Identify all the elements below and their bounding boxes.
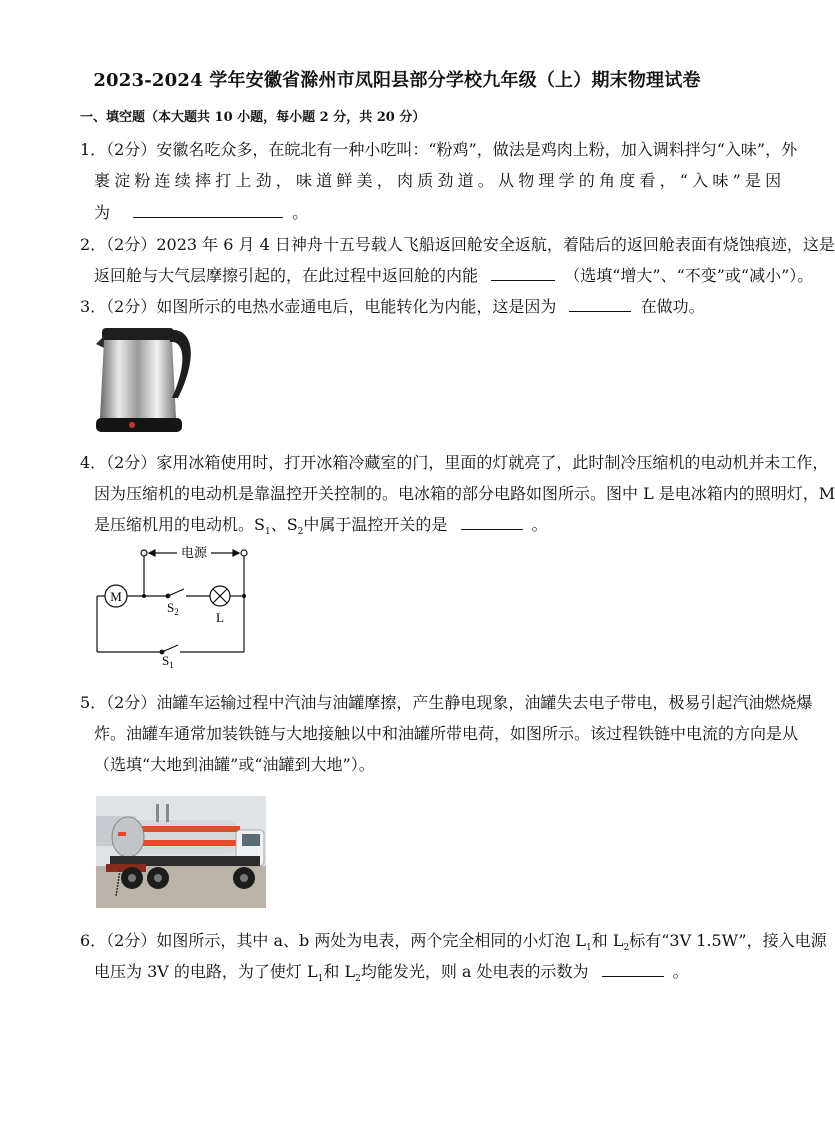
q4-sub-1: 1 bbox=[264, 527, 271, 538]
q4-text-b: 、S bbox=[270, 515, 298, 534]
q1-text-a: 为 bbox=[94, 203, 111, 222]
q5-line-1: 5．（2分）油罐车运输过程中汽油与油罐摩擦，产生静电现象，油罐失去电子带电，极易引起汽油燃烧爆 bbox=[80, 693, 813, 712]
exam-title: 2023-2024 学年安徽省滁州市凤阳县部分学校九年级（上）期末物理试卷 bbox=[93, 70, 701, 91]
q6-sub-3: 1 bbox=[317, 974, 324, 985]
q4-line-3 bbox=[94, 512, 548, 537]
q6-line-2 bbox=[94, 959, 689, 984]
q2-text-a: 返回舱与大气层摩擦引起的，在此过程中返回舱的内能 bbox=[94, 266, 479, 285]
q3-line-1 bbox=[80, 294, 705, 317]
q3-text-b: 在做功。 bbox=[640, 297, 705, 316]
q4-answer-blank[interactable] bbox=[461, 516, 523, 530]
q6-sub-1: 1 bbox=[586, 943, 592, 954]
q2-line-1: 2．（2分）2023 年 6 月 4 日神舟十五号载人飞船返回舱安全返航，着陆后的返回舱表面有烧蚀痕迹，这是 bbox=[80, 235, 835, 254]
oil-tanker-truck-image bbox=[96, 796, 266, 908]
q2-line-2 bbox=[94, 263, 813, 286]
q3-answer-blank[interactable] bbox=[569, 298, 631, 312]
electric-kettle-image bbox=[92, 318, 202, 438]
q4-text-d: 。 bbox=[531, 515, 548, 534]
section-heading: 一、填空题（本大题共 10 小题，每小题 2 分，共 20 分） bbox=[80, 110, 426, 125]
q4-text-a: 是压缩机用的电动机。S bbox=[94, 515, 265, 534]
q1-line-3 bbox=[94, 200, 308, 223]
q4-sub-2: 2 bbox=[297, 527, 304, 538]
q4-text-c: 中属于温控开关的是 bbox=[303, 515, 448, 534]
q6-answer-blank[interactable] bbox=[602, 963, 664, 977]
q6-text-g: 。 bbox=[672, 962, 689, 981]
q6-text-a: 6．（2分）如图所示，其中 a、b 两处为电表，两个完全相同的小灯泡 L bbox=[80, 931, 587, 950]
q6-text-d: 电压为 3V 的电路，为了使灯 L bbox=[94, 962, 318, 981]
q1-line-1: 1．（2分）安徽名吃众多，在皖北有一种小吃叫：“粉鸡”，做法是鸡肉上粉，加入调料拌匀“入味”，外 bbox=[80, 140, 798, 159]
circuit-s1-label: $S_1$ bbox=[162, 653, 174, 670]
q2-answer-blank[interactable] bbox=[491, 267, 555, 281]
circuit-lamp-label: L bbox=[216, 610, 224, 625]
q6-sub-4: 2 bbox=[355, 974, 361, 985]
q6-text-c: 标有“3V 1.5W”，接入电源 bbox=[629, 931, 827, 950]
q1-answer-blank[interactable] bbox=[133, 204, 283, 218]
q1-text-b: 。 bbox=[292, 203, 309, 222]
q5-line-3: （选填“大地到油罐”或“油罐到大地”）。 bbox=[94, 755, 375, 774]
q6-line-1 bbox=[80, 928, 827, 953]
circuit-motor-label: M bbox=[110, 589, 122, 604]
refrigerator-circuit-diagram bbox=[92, 542, 262, 672]
q6-text-b: 和 L bbox=[591, 931, 624, 950]
q2-text-b: （选填“增大”、“不变”或“减小”）。 bbox=[564, 266, 814, 285]
q5-line-2: 炸。油罐车通常加装铁链与大地接触以中和油罐所带电荷，如图所示。该过程铁链中电流的方向是从 bbox=[94, 724, 799, 743]
q4-line-1: 4．（2分）家用冰箱使用时，打开冰箱冷藏室的门，里面的灯就亮了，此时制冷压缩机的电动机并未工作， bbox=[80, 453, 829, 472]
q6-text-e: 和 L bbox=[323, 962, 356, 981]
q3-text-a: 3．（2分）如图所示的电热水壶通电后，电能转化为内能，这是因为 bbox=[80, 297, 557, 316]
q6-text-f: 均能发光，则 a 处电表的示数为 bbox=[360, 962, 589, 981]
circuit-source-label: 电源 bbox=[180, 545, 208, 560]
q4-line-2: 因为压缩机的电动机是靠温控开关控制的。电冰箱的部分电路如图所示。图中 L 是电冰箱内的照明灯，M bbox=[94, 484, 835, 503]
circuit-s2-label: $S_2$ bbox=[167, 600, 179, 617]
q6-sub-2: 2 bbox=[623, 943, 630, 954]
q1-line-2: 裹淀粉连续摔打上劲，味道鲜美，肉质劲道。从物理学的角度看，“入味”是因 bbox=[94, 171, 786, 190]
